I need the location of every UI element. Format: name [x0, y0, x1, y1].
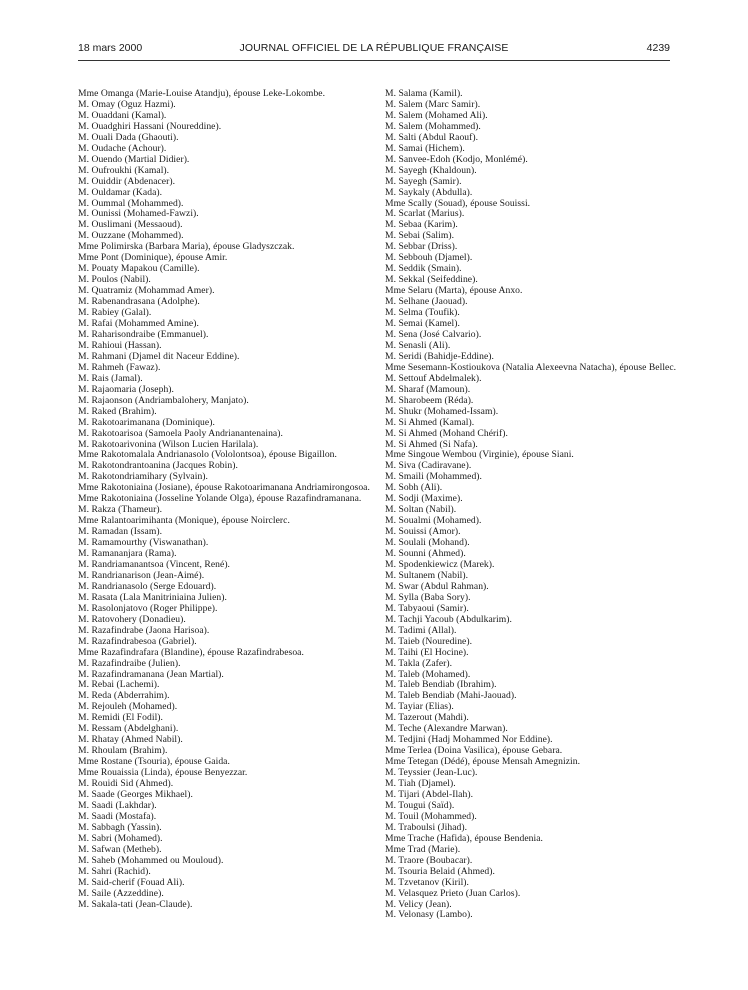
name-entry: M. Ouzzane (Mohammed).: [78, 230, 184, 242]
name-entry: Mme Rakotomalala Andrianasolo (Vololontsoa), épouse Bigaillon.: [78, 449, 337, 461]
name-entry: M. Salem (Mohammed).: [385, 120, 481, 132]
name-entry: M. Omay (Oguz Hazmi).: [78, 98, 176, 110]
name-entry: M. Si Ahmed (Mohand Chérif).: [385, 427, 508, 439]
name-entry: M. Oudache (Achour).: [78, 142, 167, 154]
name-entry: Mme Rouaissia (Linda), épouse Benyezzar.: [78, 767, 248, 779]
name-entry: M. Oufroukhi (Kamal).: [78, 164, 170, 176]
page-number: 4239: [646, 42, 670, 54]
name-entry: M. Sylla (Baba Sory).: [385, 591, 471, 603]
name-entry: M. Rhoulam (Brahim).: [78, 745, 168, 757]
name-entry: M. Seridi (Bahidje-Eddine).: [385, 350, 494, 362]
name-entry: M. Rajaonson (Andriambalohery, Manjato).: [78, 394, 249, 406]
name-entry: M. Quatramiz (Mohammad Amer).: [78, 285, 215, 297]
name-entry: M. Takla (Zafer).: [385, 657, 453, 669]
name-entry: M. Saile (Azzeddine).: [78, 887, 164, 899]
name-entry: M. Sebbar (Driss).: [385, 241, 458, 253]
name-entry: M. Remidi (El Fodil).: [78, 712, 163, 724]
name-entry: M. Salem (Mohamed Ali).: [385, 109, 488, 121]
name-entry: M. Scarlat (Marius).: [385, 208, 465, 220]
name-entry: M. Sultanem (Nabil).: [385, 569, 469, 581]
name-entry: M. Samai (Hichem).: [385, 142, 465, 154]
name-entry: Mme Rakotoniaina (Josseline Yolande Olga), épouse Razafindramanana.: [78, 493, 362, 505]
name-entry: M. Teyssier (Jean-Luc).: [385, 767, 478, 779]
name-entry: M. Ramadan (Issam).: [78, 526, 163, 538]
name-entry: M. Ouiddir (Abdenacer).: [78, 175, 176, 187]
name-entry: M. Traboulsi (Jihad).: [385, 821, 468, 833]
name-entry: M. Tedjini (Hadj Mohammed Nor Eddine).: [385, 734, 553, 746]
name-entry: M. Taleb (Mohamed).: [385, 668, 471, 680]
name-entry: M. Ounissi (Mohamed-Fawzi).: [78, 208, 199, 220]
name-entry: M. Tougui (Saïd).: [385, 799, 455, 811]
name-entry: M. Seddik (Smain).: [385, 263, 462, 275]
name-entry: M. Pouaty Mapakou (Camille).: [78, 263, 200, 275]
name-entry: M. Ouaddani (Kamal).: [78, 109, 167, 121]
journal-title: JOURNAL OFFICIEL DE LA RÉPUBLIQUE FRANÇAISE: [239, 42, 509, 54]
name-entry: M. Safwan (Metheb).: [78, 843, 162, 855]
name-entry: M. Rakotoarivonina (Wilson Lucien Harilala).: [78, 438, 259, 450]
name-entry: M. Siva (Cadiravane).: [385, 460, 472, 472]
name-entry: M. Sena (José Calvario).: [385, 328, 482, 340]
name-entry: M. Rabiey (Galal).: [78, 307, 152, 319]
name-entry: M. Velicy (Jean).: [385, 898, 452, 910]
name-entry: M. Sayegh (Khaldoun).: [385, 164, 477, 176]
name-entry: M. Taieb (Nouredine).: [385, 635, 473, 647]
name-entry: M. Rouidi Sid (Ahmed).: [78, 778, 174, 790]
name-entry: M. Tayiar (Elias).: [385, 701, 454, 713]
name-entry: M. Saade (Georges Mikhael).: [78, 789, 193, 800]
name-entry: M. Sounni (Ahmed).: [385, 548, 466, 560]
name-entry: M. Smaili (Mohammed).: [385, 471, 482, 483]
name-entry: M. Tazerout (Mahdi).: [385, 712, 469, 724]
name-entry: M. Razafindramanana (Jean Martial).: [78, 668, 224, 680]
name-entry: Mme Razafindrafara (Blandine), épouse Razafindrabesoa.: [78, 646, 304, 658]
name-entry: M. Soltan (Nabil).: [385, 504, 457, 516]
name-entry: M. Sebai (Salim).: [385, 230, 455, 242]
name-entry: M. Ratovohery (Donadieu).: [78, 613, 186, 625]
name-entry: M. Sodji (Maxime).: [385, 493, 463, 505]
name-entry: M. Teche (Alexandre Marwan).: [385, 723, 508, 735]
name-entry: Mme Sesemann-Kostioukova (Natalia Alexeevna Natacha), épouse Bellec.: [385, 361, 677, 373]
name-entry: M. Ouali Dada (Ghaouti).: [78, 131, 179, 143]
name-entry: M. Velonasy (Lambo).: [385, 909, 473, 921]
name-entry: M. Ouadghiri Hassani (Noureddine).: [78, 120, 222, 132]
name-entry: Mme Tetegan (Dédé), épouse Mensah Amegnizin.: [385, 756, 581, 768]
name-entry: M. Senasli (Ali).: [385, 339, 451, 351]
name-entry: M. Reda (Abderrahim).: [78, 690, 170, 702]
name-entry: M. Sobh (Ali).: [385, 482, 443, 494]
name-entry: M. Rasolonjatovo (Roger Philippe).: [78, 602, 218, 614]
name-entry: M. Tijari (Abdel-Ilah).: [385, 789, 474, 800]
name-entry: M. Rabenandrasana (Adolphe).: [78, 296, 200, 308]
name-entry: M. Ouslimani (Messaoud).: [78, 219, 183, 231]
name-entry: M. Sabri (Mohamed).: [78, 832, 163, 844]
name-entry: M. Rakotondrantoanina (Jacques Robin).: [78, 460, 238, 472]
name-entry: M. Selhane (Jaouad).: [385, 296, 468, 308]
name-entry: M. Touil (Mohammed).: [385, 810, 477, 822]
name-entry: M. Sahri (Rachid).: [78, 865, 151, 877]
name-entry: M. Rejouleh (Mohamed).: [78, 701, 178, 713]
name-entry: M. Saadi (Lakhdar).: [78, 799, 157, 811]
name-entry: M. Tzvetanov (Kiril).: [385, 876, 469, 888]
name-entry: M. Sekkal (Seifeddine).: [385, 274, 478, 286]
name-entry: Mme Scally (Souad), épouse Souissi.: [385, 197, 531, 209]
name-entry: M. Rajaomaria (Joseph).: [78, 383, 174, 395]
name-entry: M. Shukr (Mohamed-Issam).: [385, 405, 499, 417]
name-entry: M. Sayegh (Samir).: [385, 175, 462, 187]
name-entry: M. Razafindraibe (Julien).: [78, 657, 181, 669]
name-entry: M. Salti (Abdul Raouf).: [385, 131, 479, 143]
name-entry: M. Sakala-tati (Jean-Claude).: [78, 898, 193, 910]
name-entry: M. Taleb Bendiab (Mahi-Jaouad).: [385, 690, 517, 702]
left-column: [78, 89, 370, 910]
name-entry: Mme Rakotoniaina (Josiane), épouse Rakotoarimanana Andriamirongosoa.: [78, 482, 370, 494]
name-entry: M. Rebai (Lachemi).: [78, 679, 160, 691]
name-entry: Mme Omanga (Marie-Louise Atandju), épouse Leke-Lokombe.: [78, 88, 326, 99]
name-entry: Mme Trad (Marie).: [385, 843, 461, 855]
name-entry: M. Rahmani (Djamel dit Naceur Eddine).: [78, 350, 240, 362]
name-entry: M. Rhatay (Ahmed Nabil).: [78, 734, 183, 746]
name-entry: Mme Ralantoarimihanta (Monique), épouse Noirclerc.: [78, 515, 290, 527]
name-entry: M. Ramamourthy (Viswanathan).: [78, 537, 209, 549]
name-entry: M. Ressam (Abdelghani).: [78, 723, 179, 735]
name-entry: Mme Polimirska (Barbara Maria), épouse Gladyszczak.: [78, 241, 295, 253]
name-entry: M. Randrianasolo (Serge Edouard).: [78, 580, 217, 592]
name-entry: M. Traore (Boubacar).: [385, 854, 473, 866]
name-entry: Mme Rostane (Tsouria), épouse Gaida.: [78, 756, 230, 768]
name-entry: M. Raked (Brahim).: [78, 405, 157, 417]
name-entry: M. Selma (Toufik).: [385, 307, 460, 319]
name-entry: M. Rakotondriamihary (Sylvain).: [78, 471, 208, 483]
name-entry: M. Settouf Abdelmalek).: [385, 372, 482, 384]
name-entry: M. Souissi (Amor).: [385, 526, 461, 538]
name-entry: M. Sharobeem (Réda).: [385, 394, 474, 406]
name-entry: M. Tiah (Djamel).: [385, 778, 456, 790]
name-entry: M. Rafai (Mohammed Amine).: [78, 318, 199, 330]
name-entry: M. Randriamanantsoa (Vincent, René).: [78, 558, 231, 570]
name-entry: M. Razafindrabe (Jaona Harisoa).: [78, 624, 210, 636]
name-entry: Mme Terlea (Doina Vasilica), épouse Gebara.: [385, 745, 563, 757]
name-entry: M. Ouendo (Martial Didier).: [78, 153, 190, 165]
name-entry: M. Sharaf (Mamoun).: [385, 383, 471, 395]
name-entry: M. Taleb Bendiab (Ibrahim).: [385, 679, 497, 691]
name-entry: M. Swar (Abdul Rahman).: [385, 580, 489, 592]
name-entry: M. Tsouria Belaid (Ahmed).: [385, 865, 495, 877]
name-entry: M. Salem (Marc Samir).: [385, 98, 481, 110]
name-entry: M. Soualmi (Mohamed).: [385, 515, 482, 527]
name-entry: M. Soulali (Mohand).: [385, 537, 470, 549]
name-entry: M. Rakza (Thameur).: [78, 504, 163, 516]
name-entry: M. Rakotoarisoa (Samoela Paoly Andrianantenaina).: [78, 427, 283, 439]
name-entry: M. Sabbagh (Yassin).: [78, 821, 162, 833]
name-entry: M. Sanvee-Edoh (Kodjo, Monlémé).: [385, 153, 528, 165]
right-column: [385, 89, 677, 921]
name-entry: M. Si Ahmed (Si Nafa).: [385, 438, 478, 450]
name-entry: Mme Pont (Dominique), épouse Amir.: [78, 252, 228, 264]
name-entry: Mme Singoue Wembou (Virginie), épouse Siani.: [385, 449, 574, 461]
page-header: [78, 40, 670, 56]
name-entry: M. Raharisondraibe (Emmanuel).: [78, 328, 209, 340]
name-entry: M. Ouldamar (Kada).: [78, 186, 163, 198]
name-entry: Mme Selaru (Marta), épouse Anxo.: [385, 285, 523, 297]
name-entry: M. Sebbouh (Djamel).: [385, 252, 473, 264]
name-entry: M. Rahmeh (Fawaz).: [78, 361, 161, 373]
name-entry: M. Randrianarison (Jean-Aimé).: [78, 569, 205, 581]
name-entry: M. Said-cherif (Fouad Ali).: [78, 876, 185, 888]
name-entry: M. Tadimi (Allal).: [385, 624, 457, 636]
name-entry: M. Rahioui (Hassan).: [78, 339, 162, 351]
name-entry: Mme Trache (Hafida), épouse Bendenia.: [385, 832, 543, 844]
header-date: 18 mars 2000: [78, 42, 143, 54]
name-entry: M. Tabyaoui (Samir).: [385, 602, 469, 614]
name-entry: M. Saadi (Mostafa).: [78, 810, 157, 822]
name-entry: M. Velasquez Prieto (Juan Carlos).: [385, 887, 521, 899]
name-entry: M. Semai (Kamel).: [385, 318, 460, 330]
name-entry: M. Taihi (El Hocine).: [385, 646, 469, 658]
name-entry: M. Rais (Jamal).: [78, 372, 143, 384]
name-entry: M. Oummal (Mohammed).: [78, 197, 184, 209]
name-entry: M. Saykaly (Abdulla).: [385, 186, 473, 198]
header-rule: [78, 60, 670, 61]
name-entry: M. Rasata (Lala Manitriniaina Julien).: [78, 591, 227, 603]
name-entry: M. Saheb (Mohammed ou Mouloud).: [78, 854, 224, 866]
name-entry: M. Si Ahmed (Kamal).: [385, 416, 475, 428]
name-entry: M. Sebaa (Karim).: [385, 219, 458, 231]
name-entry: M. Rakotoarimanana (Dominique).: [78, 416, 215, 428]
name-entry: M. Razafindrabesoa (Gabriel).: [78, 635, 197, 647]
name-entry: M. Salama (Kamil).: [385, 88, 463, 99]
name-entry: M. Poulos (Nabil).: [78, 274, 151, 286]
name-entry: M. Ramananjara (Rama).: [78, 548, 177, 560]
name-entry: M. Spodenkiewicz (Marek).: [385, 558, 495, 570]
name-entry: M. Tachji Yacoub (Abdulkarim).: [385, 613, 512, 625]
